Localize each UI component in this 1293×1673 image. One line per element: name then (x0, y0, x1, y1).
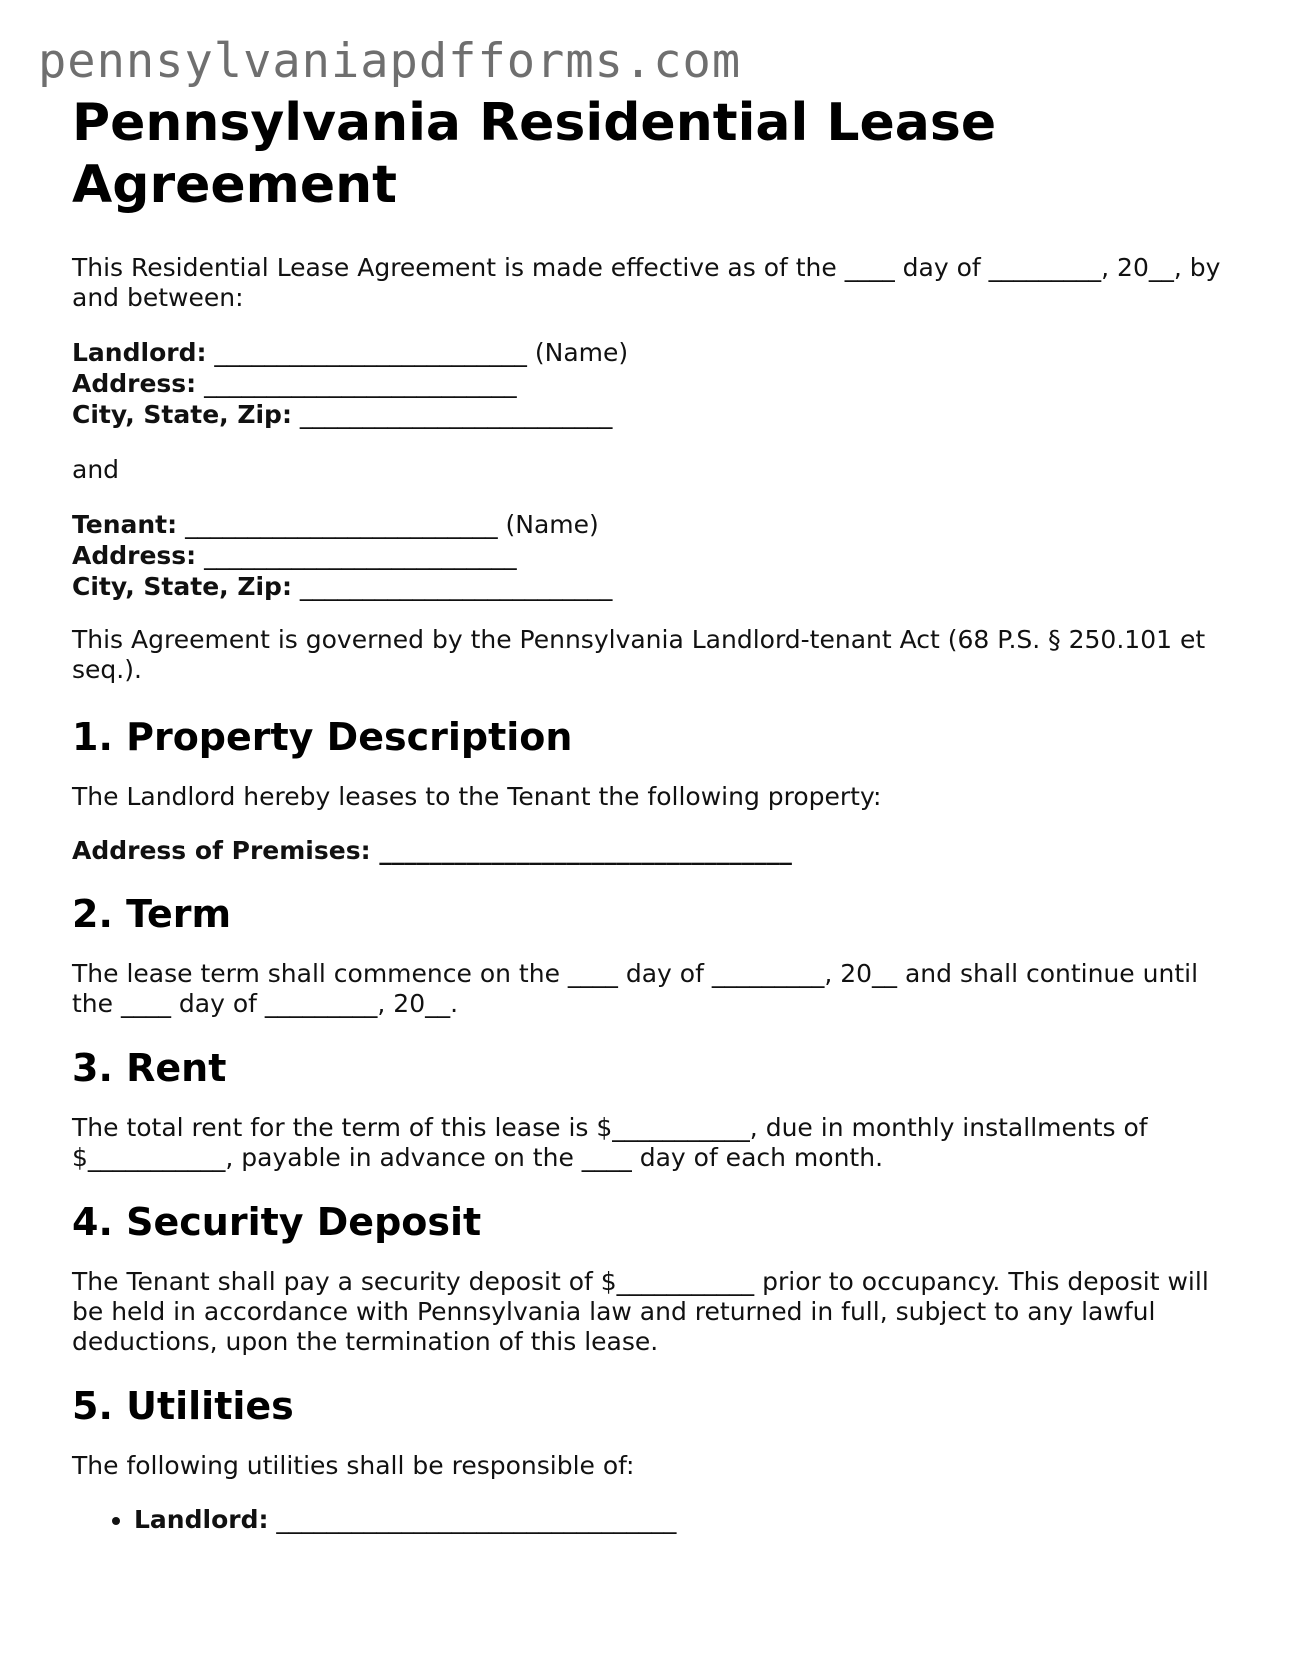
tenant-address-label: Address: (72, 541, 197, 570)
tenant-name-field[interactable]: _________________________ (Name) (185, 510, 599, 539)
landlord-address-field[interactable]: _________________________ (204, 369, 517, 398)
utilities-landlord-field[interactable]: ________________________________ (276, 1505, 677, 1534)
tenant-address-field[interactable]: _________________________ (204, 541, 517, 570)
landlord-address-line (72, 368, 1232, 399)
utilities-landlord-label: Landlord: (134, 1505, 269, 1534)
document (72, 92, 1232, 1535)
tenant-city-field[interactable]: _________________________ (299, 572, 613, 601)
watermark: pennsylvaniapdfforms.com (38, 34, 742, 89)
utilities-paragraph: The following utilities shall be responsible of: (72, 1451, 635, 1480)
tenant-city-label: City, State, Zip: (72, 572, 292, 601)
tenant-name-line (72, 509, 1232, 540)
landlord-block (72, 337, 1232, 430)
section-heading-property: 1. Property Description (72, 715, 573, 759)
landlord-city-line (72, 399, 1232, 430)
section-heading-term: 2. Term (72, 892, 232, 936)
term-paragraph: The lease term shall commence on the ____ day of _________, 20__ and shall continue until the ____ day of _________, 20__. (72, 959, 1199, 1018)
landlord-name-field[interactable]: _________________________ (Name) (214, 338, 629, 367)
landlord-address-label: Address: (72, 369, 197, 398)
section-heading-rent: 3. Rent (72, 1046, 227, 1090)
utilities-list (72, 1505, 1232, 1535)
premises-label: Address of Premises: (72, 836, 371, 865)
tenant-name-label: Tenant: (72, 510, 178, 539)
utilities-list-item (134, 1505, 1232, 1535)
landlord-name-line (72, 337, 1232, 368)
landlord-city-label: City, State, Zip: (72, 400, 292, 429)
property-paragraph: The Landlord hereby leases to the Tenant the following property: (72, 782, 882, 811)
landlord-name-label: Landlord: (72, 338, 207, 367)
rent-paragraph: The total rent for the term of this lease is $___________, due in monthly installments of $___________, payable in advance on the ____ day of each month. (72, 1113, 1148, 1172)
section-heading-utilities: 5. Utilities (72, 1384, 294, 1428)
tenant-address-line (72, 540, 1232, 571)
governing-law-paragraph: This Agreement is governed by the Pennsylvania Landlord-tenant Act (68 P.S. § 250.101 et seq.). (72, 625, 1206, 684)
premises-line (72, 836, 1232, 866)
page-title: Pennsylvania Residential Lease Agreement (72, 93, 997, 215)
section-heading-security-deposit: 4. Security Deposit (72, 1200, 482, 1244)
and-text: and (72, 455, 120, 484)
intro-paragraph: This Residential Lease Agreement is made effective as of the ____ day of _________, 20__, by and between: (72, 253, 1221, 312)
premises-field[interactable]: _________________________________ (379, 836, 792, 865)
tenant-block (72, 509, 1232, 602)
tenant-city-line (72, 571, 1232, 602)
landlord-city-field[interactable]: _________________________ (299, 400, 613, 429)
security-deposit-paragraph: The Tenant shall pay a security deposit of $___________ prior to occupancy. This deposit will be held in accordance with Pennsylvania law and returned in full, subject to any lawful deductions, upon the termination of this lease. (72, 1267, 1209, 1356)
